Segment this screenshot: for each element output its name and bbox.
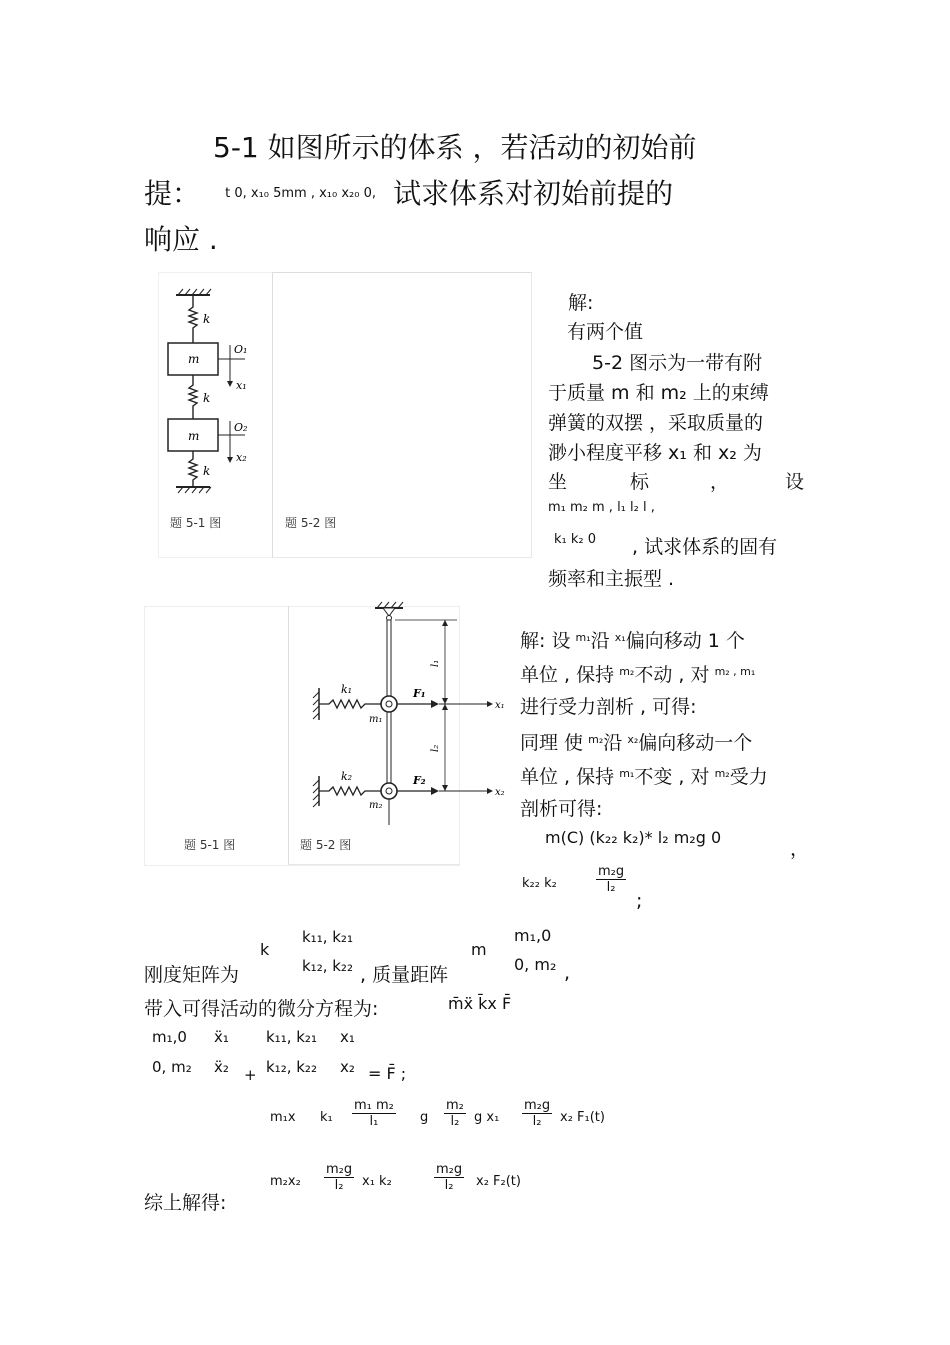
k22-equation-left: k₂₂ k₂ xyxy=(522,876,557,891)
big-plus: + xyxy=(244,1066,257,1084)
problem-title-line3: 响应 . xyxy=(144,223,218,256)
l2-label: l₂ xyxy=(430,744,441,752)
x1-axis-label: x₁ xyxy=(495,700,505,711)
s1e: 偏向移动 1 个 xyxy=(625,630,745,652)
final-eq2-c: x₂ F₂(t) xyxy=(476,1174,521,1189)
k2-label: k₂ xyxy=(341,770,353,783)
diff-eq: m̄ẍ k̄x F̄ xyxy=(448,994,512,1013)
figure2-caption-a: 题 5-1 图 xyxy=(184,838,236,852)
k-symbol: k xyxy=(260,940,270,959)
s4d: x₂ xyxy=(627,733,639,746)
moment-equation: m(C) (k₂₂ k₂)* l₂ m₂g 0 xyxy=(545,828,722,847)
o1-label: O₁ xyxy=(234,343,248,356)
x2-label: x₂ xyxy=(236,451,247,464)
s5c: 不变 , 对 xyxy=(634,766,710,788)
solution1-line7a: 坐 xyxy=(548,471,568,493)
s5e: 受力 xyxy=(729,766,768,788)
problem-title-prefix: 提： xyxy=(144,177,201,210)
figure2-caption-b: 题 5-2 图 xyxy=(300,838,352,852)
solution1-line7d: 设 xyxy=(785,471,805,493)
mass-matrix-label: , 质量距阵 xyxy=(360,964,449,986)
spring-k-label: k xyxy=(203,312,211,326)
s5d: m₂ xyxy=(714,767,730,780)
figure1-caption-b: 题 5-2 图 xyxy=(285,516,337,530)
final-eq1-frac3-num: m₂g xyxy=(524,1098,551,1113)
diff-eq-label: 带入可得活动的微分方程为: xyxy=(144,998,379,1020)
final-eq2-frac2-num: m₂g xyxy=(436,1162,463,1177)
final-eq1-a: m₁x xyxy=(270,1110,296,1125)
solution1-line9a: k₁ k₂ 0 xyxy=(554,532,597,547)
final-eq2-frac1-den: l₂ xyxy=(334,1178,344,1193)
moment-equation-comma: ， xyxy=(790,838,810,860)
problem-title-line1: 5-1 如图所示的体系 ，若活动的初始前 xyxy=(213,131,697,164)
final-label: 综上解得: xyxy=(144,1192,227,1214)
s1b: m₁ xyxy=(575,631,591,644)
s4c: 沿 xyxy=(603,732,623,754)
final-eq2-frac2-den: l₂ xyxy=(444,1178,454,1193)
k22-fraction-den: l₂ xyxy=(606,880,616,895)
m-matrix-row1: m₁,0 xyxy=(514,926,552,945)
solution1-line10: 频率和主振型 . xyxy=(548,568,675,590)
final-eq1-frac1 xyxy=(352,1098,396,1129)
final-eq1-e: x₂ F₁(t) xyxy=(560,1110,605,1125)
big-mass-row1: m₁,0 xyxy=(152,1028,187,1046)
k-matrix-row2: k₁₂, k₂₂ xyxy=(302,957,353,975)
k22-equation-end: ; xyxy=(636,890,643,912)
spring-mass-diagram xyxy=(160,285,270,500)
final-eq1-frac2-num: m₂ xyxy=(446,1098,464,1113)
s2a: 单位 , 保持 xyxy=(520,664,615,686)
s4b: m₂ xyxy=(588,733,604,746)
solution2-line1 xyxy=(520,626,745,653)
final-eq1-frac1-num: m₁ m₂ xyxy=(354,1098,394,1113)
solution2-line3: 进行受力剖析 , 可得: xyxy=(520,696,697,718)
spring-k-label-2: k xyxy=(203,391,211,405)
m2-label: m₂ xyxy=(369,800,383,811)
x2-axis-label: x₂ xyxy=(495,787,505,798)
m-symbol: m xyxy=(471,940,487,959)
s4e: 偏向移动一个 xyxy=(638,732,753,754)
mass-label-2: m xyxy=(188,429,200,443)
solution1-line7b: 标 xyxy=(630,471,650,493)
solution2-line4 xyxy=(520,728,752,755)
s1a: 解: 设 xyxy=(520,630,571,652)
problem-title-suffix: 试求体系对初始前提的 xyxy=(393,177,674,210)
m-matrix-row2: 0, m₂ xyxy=(514,955,557,974)
final-eq2-b: x₁ k₂ xyxy=(362,1174,392,1189)
final-eq2-frac1-num: m₂g xyxy=(326,1162,353,1177)
solution1-line6: 渺小程度平移 x₁ 和 x₂ 为 xyxy=(548,442,762,464)
f1-label: F₁ xyxy=(413,687,426,700)
solution1-line1: 解: xyxy=(568,292,594,314)
mass-label: m xyxy=(188,352,200,366)
s1d: x₁ xyxy=(614,631,626,644)
final-eq1-frac3 xyxy=(522,1098,552,1129)
solution1-line2: 有两个值 xyxy=(567,321,644,343)
s4a: 同理 使 xyxy=(520,732,584,754)
final-eq1-frac1-den: l₁ xyxy=(369,1114,379,1129)
m1-label: m₁ xyxy=(369,714,383,725)
final-eq1-c: g xyxy=(420,1110,429,1125)
m-matrix-end: , xyxy=(564,962,571,984)
s2d: m₂ , m₁ xyxy=(714,665,756,678)
solution1-line8: m₁ m₂ m , l₁ l₂ l , xyxy=(548,500,655,515)
solution2-line6: 剖析可得: xyxy=(520,798,603,820)
k1-label: k₁ xyxy=(341,683,353,696)
x1-label: x₁ xyxy=(236,379,247,392)
solution1-line3: 5-2 图示为一带有附 xyxy=(592,352,763,374)
big-disp-row1: x₁ xyxy=(340,1028,355,1046)
final-eq1-frac2-den: l₂ xyxy=(450,1114,460,1129)
solution1-line9b: , 试求体系的固有 xyxy=(632,536,778,558)
solution1-line5: 弹簧的双摆 ，采取质量的 xyxy=(548,412,764,434)
s1c: 沿 xyxy=(590,630,610,652)
final-eq1-frac2 xyxy=(444,1098,466,1129)
big-eq-end: = F̄ ; xyxy=(368,1064,407,1083)
k22-fraction-num: m₂g xyxy=(598,864,625,879)
s5b: m₁ xyxy=(619,767,635,780)
final-eq2-a: m₂x₂ xyxy=(270,1174,301,1189)
stiffness-label: 刚度矩阵为 xyxy=(144,964,240,986)
big-accel-row1: ẍ₁ xyxy=(214,1028,229,1046)
s2b: m₂ xyxy=(619,665,635,678)
final-eq1-frac3-den: l₂ xyxy=(532,1114,542,1129)
k22-fraction xyxy=(596,864,626,895)
final-eq2-frac2 xyxy=(434,1162,464,1193)
solution2-line2 xyxy=(520,660,755,687)
s2c: 不动 , 对 xyxy=(634,664,710,686)
initial-conditions: t 0, x₁₀ 5mm , x₁₀ x₂₀ 0, xyxy=(225,186,377,201)
big-stiff-row1: k₁₁, k₂₁ xyxy=(266,1028,317,1046)
l1-label: l₁ xyxy=(430,659,441,667)
figure1-caption-a: 题 5-1 图 xyxy=(170,516,222,530)
solution1-line7c: ， xyxy=(710,471,730,493)
o2-label: O₂ xyxy=(234,421,248,434)
final-eq1-d: g x₁ xyxy=(474,1110,500,1125)
big-mass-row2: 0, m₂ xyxy=(152,1058,192,1076)
spring-k-label-3: k xyxy=(203,464,211,478)
f2-label: F₂ xyxy=(413,774,426,787)
big-stiff-row2: k₁₂, k₂₂ xyxy=(266,1058,317,1076)
solution1-line4: 于质量 m 和 m₂ 上的束缚 xyxy=(548,382,769,404)
big-disp-row2: x₂ xyxy=(340,1058,355,1076)
k-matrix-row1: k₁₁, k₂₁ xyxy=(302,928,353,946)
problem-title-line2 xyxy=(144,172,673,212)
final-eq1-b: k₁ xyxy=(320,1110,333,1125)
s5a: 单位 , 保持 xyxy=(520,766,615,788)
big-accel-row2: ẍ₂ xyxy=(214,1058,229,1076)
double-pendulum-diagram xyxy=(305,600,510,830)
solution2-line5 xyxy=(520,762,768,789)
final-eq2-frac1 xyxy=(324,1162,354,1193)
